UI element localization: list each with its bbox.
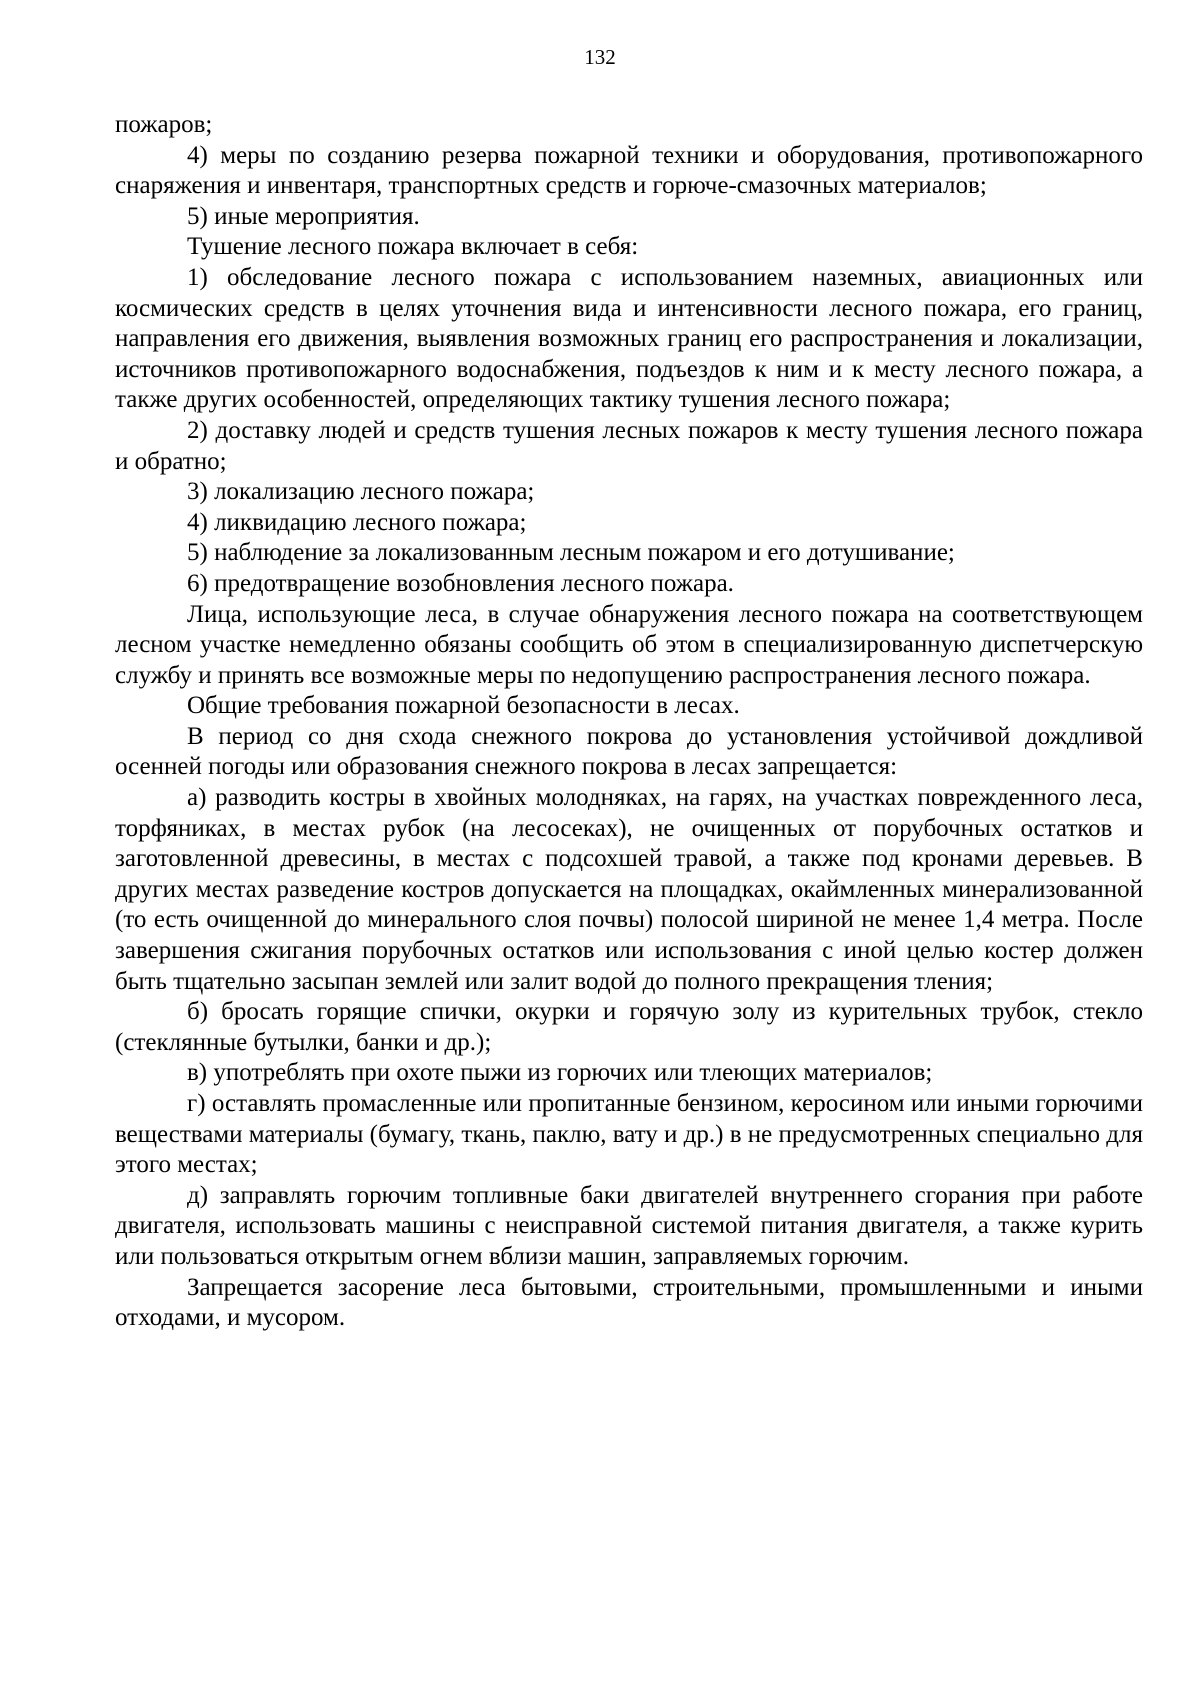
paragraph-item-5-observation: 5) наблюдение за локализованным лесным пожаром и его дотушивание; — [187, 539, 955, 567]
paragraph-prohibition-period: В период со дня схода снежного покрова до установления устойчивой дождливой осенней погоды или образования снежного покрова в лесах запрещается: — [115, 722, 1143, 781]
paragraph-item-5-other-measures: 5) иные мероприятия. — [187, 202, 420, 230]
paragraph-item-b-matches: б) бросать горящие спички, окурки и горячую золу из курительных трубок, стекло (стеклянные бутылки, банки и др.); — [115, 998, 1143, 1056]
paragraph-item-1-survey: 1) обследование лесного пожара с использованием наземных, авиационных или космических средств в целях уточнения вида и интенсивности лесного пожара, его границ, направления его движения, выявления возможных границ его распространения и локализации, источников противопожарного водоснабжения, подъездов к ним и к месту лесного пожара, а также других особенностей, определяющих тактику тушения лесного пожара; — [115, 263, 1143, 414]
paragraph-item-4-reserve-measures: 4) меры по созданию резерва пожарной техники и оборудования, противопожарного снаряжения и инвентаря, транспортных средств и горюче-смазочных материалов; — [115, 141, 1143, 200]
paragraph-item-d-refueling: д) заправлять горючим топливные баки двигателей внутреннего сгорания при работе двигателя, использовать машины с неисправной системой питания двигателя, а также курить или пользоваться открытым огнем вблизи машин, заправляемых горючим. — [115, 1181, 1143, 1270]
paragraph-item-g-oily-materials: г) оставлять промасленные или пропитанные бензином, керосином или иными горючими веществами материалы (бумагу, ткань, паклю, вату и др.) в не предусмотренных специально для этого местах; — [115, 1090, 1143, 1179]
paragraph-item-2-delivery: 2) доставку людей и средств тушения лесных пожаров к месту тушения лесного пожара и обратно; — [115, 416, 1143, 475]
paragraph-firefighting-intro: Тушение лесного пожара включает в себя: — [187, 233, 639, 261]
paragraph-general-requirements: Общие требования пожарной безопасности в лесах. — [187, 692, 740, 720]
paragraph-item-a-campfires: а) разводить костры в хвойных молодняках, на гарях, на участках поврежденного леса, торфяниках, в местах рубок (на лесосеках), не очищенных от порубочных остатков и заготовленной древесины, в местах с подсохшей травой, а также под кронами деревьев. В других местах разведение костров допускается на площадках, окаймленных минерализованной (то есть очищенной до минерального слоя почвы) полосой шириной не менее 1,4 метра. После завершения сжигания порубочных остатков или использования с иной целью костер должен быть тщательно засыпан землей или залит водой до полного прекращения тления; — [115, 784, 1143, 995]
paragraph-item-6-prevention: 6) предотвращение возобновления лесного пожара. — [187, 569, 734, 597]
paragraph-littering-prohibition: Запрещается засорение леса бытовыми, строительными, промышленными и иными отходами, и мусором. — [115, 1273, 1143, 1332]
paragraph-item-4-liquidation: 4) ликвидацию лесного пожара; — [187, 508, 527, 536]
document-body — [115, 110, 1143, 1334]
paragraph-forest-users-duty: Лица, использующие леса, в случае обнаружения лесного пожара на соответствующем лесном участке немедленно обязаны сообщить об этом в специализированную диспетчерскую службу и принять все возможные меры по недопущению распространения лесного пожара. — [115, 600, 1143, 689]
page-number: 132 — [584, 45, 616, 69]
paragraph-continuation: пожаров; — [115, 111, 213, 138]
paragraph-item-3-localization: 3) локализацию лесного пожара; — [187, 478, 535, 506]
paragraph-item-v-hunting: в) употреблять при охоте пыжи из горючих или тлеющих материалов; — [187, 1059, 933, 1087]
